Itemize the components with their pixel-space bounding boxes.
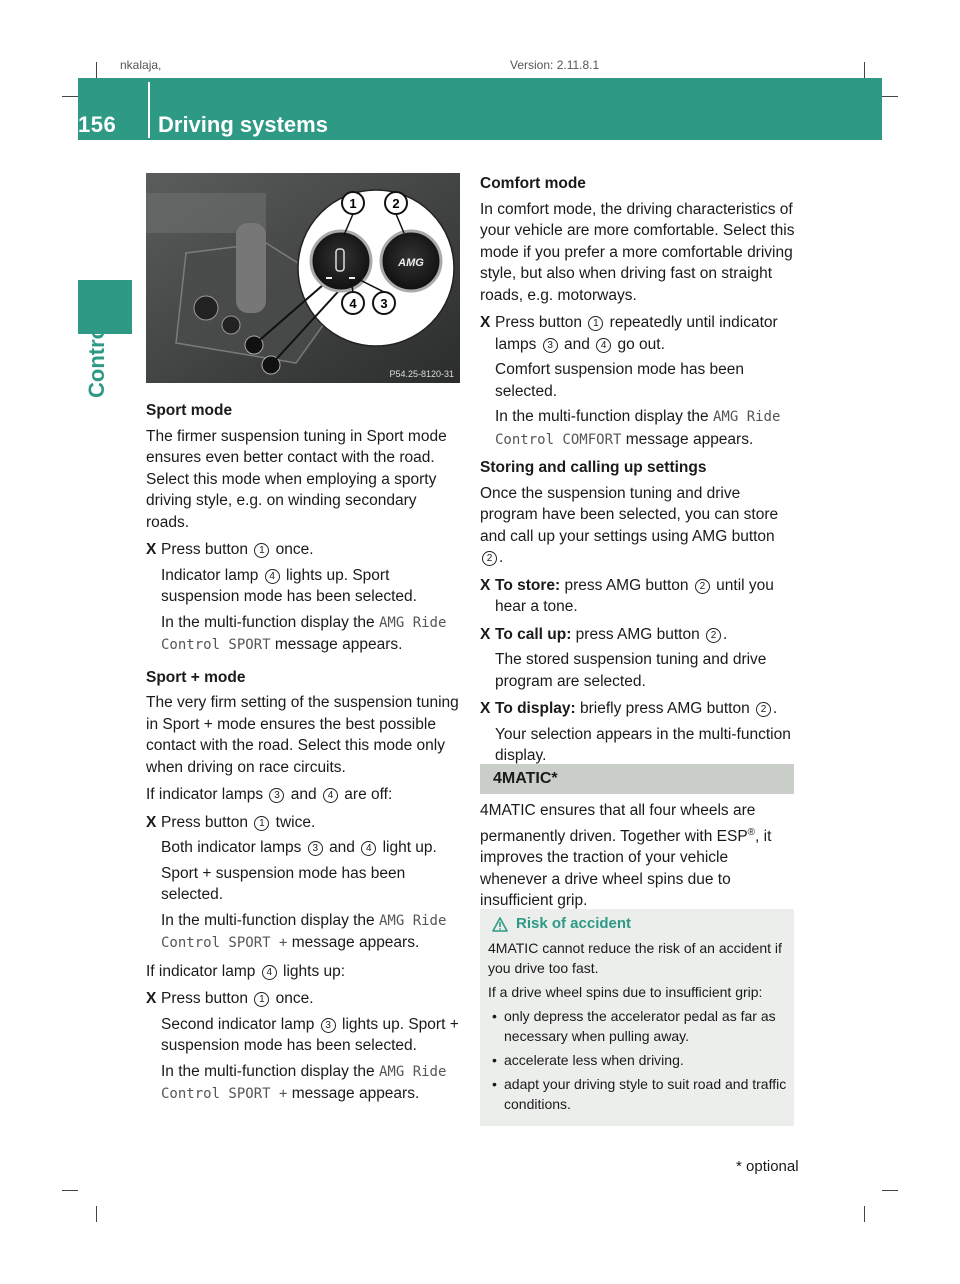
callout-3: 3	[380, 296, 388, 311]
warning-p2: If a drive wheel spins due to insufficient grip:	[488, 984, 763, 1000]
section-4matic-text: 4MATIC ensures that all four wheels are permanently driven. Together with ESP®, it improves the traction of your vehicle whenever a drive wheel spins due to insufficient grip.	[480, 802, 772, 910]
display-message: AMG Ride Control SPORT	[161, 614, 447, 653]
crop-mark	[62, 1190, 78, 1191]
page-number: 156	[78, 112, 117, 137]
sportplus-step-once: X Press button 1 once. Second indicator lamp 3 lights up. Sport + suspension mode has been selected. In the multi-function display the AMG Ride Control SPORT + message appears.	[146, 990, 459, 1102]
display-message: AMG Ride Control COMFORT	[495, 409, 781, 448]
amg-button-label: AMG	[398, 257, 424, 269]
step-arrow-icon: X	[146, 813, 157, 831]
storing-intro: Once the suspension tuning and drive program have been selected, you can store and call up your settings using AMG button 2 .	[480, 484, 779, 566]
sport-step: X Press button 1 once. Indicator lamp 4 lights up. Sport suspension mode has been selected. In the multi-function display the AMG Ride Control SPORT message appears.	[146, 541, 447, 653]
sport-mode-intro: The firmer suspension tuning in Sport mode ensures even better contact with the road. Select this mode when employing a sporty driving style, e.g. on winding secondary roads.	[146, 427, 447, 531]
figure-photo	[146, 173, 460, 383]
figure-code: P54.25-8120-31	[389, 369, 454, 379]
footnote-optional: * optional	[736, 1158, 799, 1175]
step-arrow-icon: X	[480, 314, 491, 331]
condition-lamps-off: If indicator lamps 3 and 4 are off:	[146, 786, 393, 803]
sport-mode-heading: Sport mode	[146, 402, 233, 419]
step-arrow-icon: X	[480, 625, 491, 643]
step-arrow-icon: X	[480, 700, 491, 717]
store-step: X To store: press AMG button 2 until you hear a tone.	[480, 576, 774, 615]
amg-control-buttons-illustration	[146, 173, 460, 383]
crop-mark	[882, 96, 898, 97]
crop-mark	[96, 1206, 97, 1222]
meta-version: Version: 2.11.8.1	[510, 58, 600, 72]
crop-mark	[62, 96, 78, 97]
step-arrow-icon: X	[480, 576, 491, 594]
side-tab-label: Controls	[84, 307, 109, 398]
display-message: AMG Ride Control SPORT +	[161, 912, 447, 951]
sportplus-heading: Sport + mode	[146, 668, 246, 686]
section-title-4matic: 4MATIC*	[493, 770, 558, 787]
callout-2: 2	[392, 196, 400, 211]
warning-bullet: • adapt your driving style to suit road and traffic conditions.	[488, 1074, 788, 1114]
comfort-step: X Press button 1 repeatedly until indicator lamps 3 and 4 go out. Comfort suspension mode has been selected. In the multi-function display the AMG Ride Control COMFORT message appears.	[480, 314, 781, 448]
callout-ref: 1	[254, 543, 269, 558]
callout-ref: 4	[265, 569, 280, 584]
left-column	[146, 400, 462, 1112]
warning-content	[488, 914, 788, 1118]
page-title: Driving systems	[158, 112, 328, 137]
meta-author: nkalaja,	[120, 58, 162, 72]
sportplus-step-twice: X Press button 1 twice. Both indicator lamps 3 and 4 light up. Sport + suspension mode has been selected. In the multi-function display the AMG Ride Control SPORT + message appears.	[146, 813, 447, 951]
step-arrow-icon: X	[146, 541, 157, 558]
callout-1: 1	[349, 196, 357, 211]
warning-bullet: • only depress the accelerator pedal as far as necessary when pulling away.	[488, 1006, 788, 1046]
display-step: X To display: briefly press AMG button 2 . Your selection appears in the multi-function display.	[480, 700, 791, 764]
header-divider	[148, 82, 150, 138]
crop-mark	[96, 62, 97, 78]
right-column	[480, 173, 796, 773]
crop-mark	[864, 62, 865, 78]
crop-mark	[882, 1190, 898, 1191]
callup-step: X To call up: press AMG button 2 . The stored suspension tuning and drive program are selected.	[480, 625, 767, 690]
warning-triangle-icon	[492, 917, 508, 932]
callout-4: 4	[349, 296, 357, 311]
warning-title: Risk of accident	[516, 915, 632, 932]
display-message: AMG Ride Control SPORT +	[161, 1063, 447, 1102]
comfort-intro: In comfort mode, the driving characteristics of your vehicle are more comfortable. Select this mode if you prefer a more comfortable driving style, but also when driving fast on straight roads, e.g. motorways.	[480, 200, 795, 304]
step-arrow-icon: X	[146, 990, 157, 1007]
crop-mark	[864, 1206, 865, 1222]
warning-bullet: • accelerate less when driving.	[488, 1050, 788, 1070]
warning-p1: 4MATIC cannot reduce the risk of an accident if you drive too fast.	[488, 940, 782, 976]
storing-heading: Storing and calling up settings	[480, 459, 707, 476]
sportplus-intro: The very firm setting of the suspension tuning in Sport + mode ensures the best possible contact with the road. Select this mode only when driving on race circuits.	[146, 694, 459, 776]
condition-lamp-on: If indicator lamp 4 lights up:	[146, 962, 346, 980]
comfort-heading: Comfort mode	[480, 175, 586, 192]
